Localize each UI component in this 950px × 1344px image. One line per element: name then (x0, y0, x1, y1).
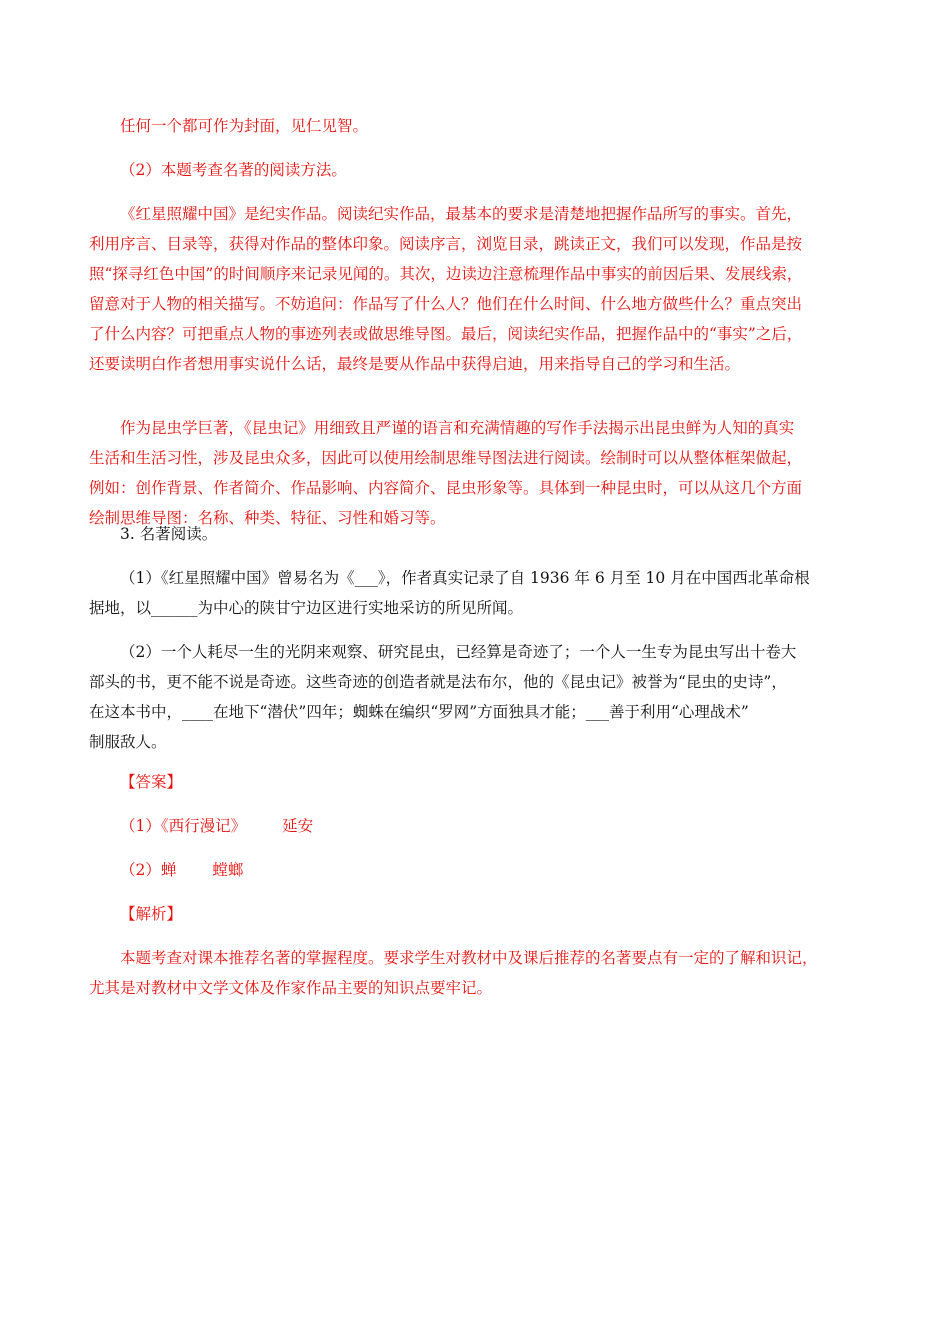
analysis-heading: 【解析】 (120, 905, 183, 923)
question-part-1 (89, 563, 810, 623)
answer-heading: 【答案】 (120, 773, 183, 791)
text-line: （2）一个人耗尽一生的光阴来观察、研究昆虫，已经算是奇迹了；一个人一生专为昆虫写出十卷大 (120, 643, 797, 661)
text-line: 据地，以______为中心的陕甘宁边区进行实地采访的所见所闻。 (89, 599, 524, 617)
answer-1-prefix: （1）《西行漫记》 (120, 817, 247, 835)
text-line: 在这本书中，____在地下“潜伏”四年；蜘蛛在编织“罗网”方面独具才能；___善于利用“心理战术” (89, 703, 749, 721)
analysis-subheading-reading-method: （2）本题考查名著的阅读方法。 (120, 161, 347, 179)
text-line: 照“探寻红色中国”的时间顺序来记录见闻的。其次，边读边注意梳理作品中事实的前因后果、发展线索， (89, 265, 803, 283)
answer-1-value: 延安 (282, 817, 314, 835)
answer-line-1 (120, 811, 313, 841)
answer-2-value: 螳螂 (212, 861, 244, 879)
text-line: 还要读明白作者想用事实说什么话，最终是要从作品中获得启迪，用来指导自己的学习和生活。 (89, 355, 741, 373)
question-part-2 (89, 637, 796, 757)
text-line: 生活和生活习性，涉及昆虫众多，因此可以使用绘制思维导图法进行阅读。绘制时可以从整体框架做起， (89, 449, 803, 467)
text-line: 作为昆虫学巨著，《昆虫记》用细致且严谨的语言和充满情趣的写作手法揭示出昆虫鲜为人知的真实 (120, 419, 795, 437)
text-line: 例如：创作背景、作者简介、作品影响、内容简介、昆虫形象等。具体到一种昆虫时，可以从这几个方面 (89, 479, 803, 497)
text-line: 制服敌人。 (89, 733, 167, 751)
text-line: 利用序言、目录等，获得对作品的整体印象。阅读序言，浏览目录，跳读正文，我们可以发现，作品是按 (89, 235, 803, 253)
text-line: 《红星照耀中国》是纪实作品。阅读纪实作品，最基本的要求是清楚地把握作品所写的事实。首先， (120, 205, 803, 223)
answer-line-2 (120, 855, 243, 885)
answer-2-prefix: （2）蝉 (120, 861, 177, 879)
text-line: 了什么内容？可把重点人物的事迹列表或做思维导图。最后，阅读纪实作品，把握作品中的“事实”之后， (89, 325, 803, 343)
text-line: 本题考查对课本推荐名著的掌握程度。要求学生对教材中及课后推荐的名著要点有一定的了解和识记， (120, 949, 818, 967)
analysis-paragraph (89, 943, 818, 1003)
analysis-paragraph-insect-records (89, 413, 802, 533)
text-line: 绘制思维导图：名称、种类、特征、习性和婚习等。 (89, 509, 446, 527)
text-line: 留意对于人物的相关描写。不妨追问：作品写了什么人？他们在什么时间、什么地方做些什么？重点突出 (89, 295, 803, 313)
text-line: 部头的书，更不能不说是奇迹。这些奇迹的创造者就是法布尔，他的《昆虫记》被誉为“昆虫的史诗”， (89, 673, 787, 691)
text-line: （1）《红星照耀中国》曾易名为《___》，作者真实记录了自 1936 年 6 月至 10 月在中国西北革命根 (120, 569, 810, 587)
analysis-paragraph-red-star (89, 199, 802, 379)
question-title: 3. 名著阅读。 (120, 525, 218, 543)
text-line: 尤其是对教材中文学文体及作家作品主要的知识点要牢记。 (89, 979, 493, 997)
analysis-paragraph-covers: 任何一个都可作为封面，见仁见智。 (120, 117, 369, 135)
